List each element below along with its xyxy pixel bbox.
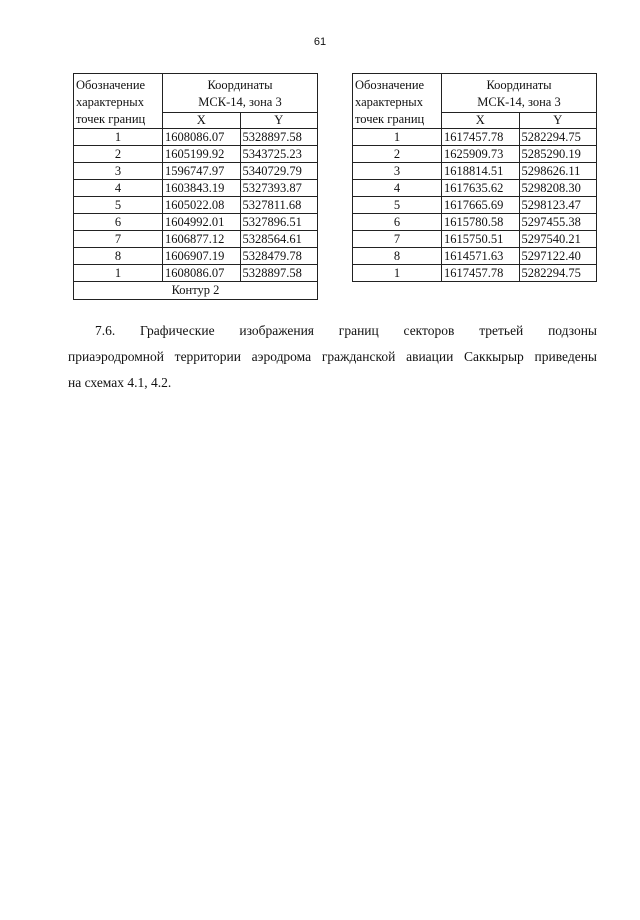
y-cell: 5282294.75 bbox=[519, 265, 597, 282]
table-footer-row bbox=[74, 282, 318, 300]
x-cell: 1606907.19 bbox=[163, 248, 241, 265]
table-row bbox=[353, 180, 597, 197]
x-cell: 1615780.58 bbox=[442, 214, 520, 231]
axis-x-header: X bbox=[163, 113, 241, 129]
y-cell: 5328897.58 bbox=[240, 265, 318, 282]
paragraph-number: 7.6. bbox=[95, 323, 116, 338]
table-row bbox=[353, 197, 597, 214]
point-cell: 4 bbox=[74, 180, 163, 197]
points-header-line: характерных bbox=[355, 95, 423, 109]
y-cell: 5297122.40 bbox=[519, 248, 597, 265]
x-cell: 1604992.01 bbox=[163, 214, 241, 231]
x-cell: 1596747.97 bbox=[163, 163, 241, 180]
x-cell: 1617457.78 bbox=[442, 129, 520, 146]
paragraph-7-6 bbox=[68, 318, 597, 396]
y-cell: 5297455.38 bbox=[519, 214, 597, 231]
y-cell: 5297540.21 bbox=[519, 231, 597, 248]
point-cell: 2 bbox=[74, 146, 163, 163]
coordinates-header bbox=[163, 74, 318, 113]
point-cell: 6 bbox=[353, 214, 442, 231]
paragraph-first-line bbox=[95, 318, 597, 344]
point-cell: 2 bbox=[353, 146, 442, 163]
points-header bbox=[353, 74, 442, 129]
points-header bbox=[74, 74, 163, 129]
coordinates-table-left bbox=[73, 73, 318, 300]
x-cell: 1618814.51 bbox=[442, 163, 520, 180]
coordinates-table-right bbox=[352, 73, 597, 282]
table-row bbox=[74, 163, 318, 180]
coordinates-header-line: Координаты bbox=[486, 78, 552, 92]
x-cell: 1608086.07 bbox=[163, 129, 241, 146]
contour-label: Контур 2 bbox=[74, 282, 318, 300]
point-cell: 6 bbox=[74, 214, 163, 231]
table-row bbox=[74, 197, 318, 214]
x-cell: 1625909.73 bbox=[442, 146, 520, 163]
paragraph-line: приаэродромной территории аэродрома гражданской авиации Саккырыр приведены bbox=[68, 349, 597, 364]
coordinates-header-line: Координаты bbox=[207, 78, 273, 92]
table-row bbox=[74, 265, 318, 282]
y-cell: 5327393.87 bbox=[240, 180, 318, 197]
point-cell: 4 bbox=[353, 180, 442, 197]
axis-y-header: Y bbox=[240, 113, 318, 129]
x-cell: 1606877.12 bbox=[163, 231, 241, 248]
points-header-line: Обозначение bbox=[76, 78, 146, 92]
y-cell: 5328897.58 bbox=[240, 129, 318, 146]
table-header-row bbox=[74, 74, 318, 113]
x-cell: 1617635.62 bbox=[442, 180, 520, 197]
axis-y-header: Y bbox=[519, 113, 597, 129]
y-cell: 5298123.47 bbox=[519, 197, 597, 214]
coordinates-header-line: МСК-14, зона 3 bbox=[198, 95, 282, 109]
paragraph-word: Графические bbox=[140, 323, 215, 338]
table-row bbox=[74, 214, 318, 231]
point-cell: 1 bbox=[353, 265, 442, 282]
coordinates-header bbox=[442, 74, 597, 113]
point-cell: 8 bbox=[353, 248, 442, 265]
table-row bbox=[74, 248, 318, 265]
x-cell: 1605199.92 bbox=[163, 146, 241, 163]
table-row bbox=[353, 231, 597, 248]
y-cell: 5328479.78 bbox=[240, 248, 318, 265]
x-cell: 1617457.78 bbox=[442, 265, 520, 282]
paragraph-word: подзоны bbox=[548, 323, 597, 338]
x-cell: 1614571.63 bbox=[442, 248, 520, 265]
points-header-line: Обозначение bbox=[355, 78, 425, 92]
point-cell: 8 bbox=[74, 248, 163, 265]
table-row bbox=[353, 248, 597, 265]
table-row bbox=[353, 129, 597, 146]
table-row bbox=[353, 163, 597, 180]
page-number: 61 bbox=[313, 36, 327, 48]
y-cell: 5285290.19 bbox=[519, 146, 597, 163]
points-header-line: характерных bbox=[76, 95, 144, 109]
table-row bbox=[74, 180, 318, 197]
table-row bbox=[74, 231, 318, 248]
y-cell: 5298626.11 bbox=[519, 163, 597, 180]
point-cell: 7 bbox=[74, 231, 163, 248]
points-header-line: точек границ bbox=[355, 112, 425, 126]
table-row bbox=[353, 146, 597, 163]
x-cell: 1617665.69 bbox=[442, 197, 520, 214]
point-cell: 1 bbox=[353, 129, 442, 146]
paragraph-word: секторов bbox=[403, 323, 455, 338]
x-cell: 1603843.19 bbox=[163, 180, 241, 197]
point-cell: 5 bbox=[74, 197, 163, 214]
x-cell: 1608086.07 bbox=[163, 265, 241, 282]
y-cell: 5328564.61 bbox=[240, 231, 318, 248]
paragraph-line: на схемах 4.1, 4.2. bbox=[68, 375, 172, 390]
table-row bbox=[74, 146, 318, 163]
point-cell: 7 bbox=[353, 231, 442, 248]
axis-x-header: X bbox=[442, 113, 520, 129]
y-cell: 5282294.75 bbox=[519, 129, 597, 146]
coordinates-header-line: МСК-14, зона 3 bbox=[477, 95, 561, 109]
table-row bbox=[353, 265, 597, 282]
point-cell: 3 bbox=[74, 163, 163, 180]
y-cell: 5327811.68 bbox=[240, 197, 318, 214]
point-cell: 1 bbox=[74, 129, 163, 146]
table-header-row bbox=[353, 74, 597, 113]
points-header-line: точек границ bbox=[76, 112, 146, 126]
table-row bbox=[353, 214, 597, 231]
point-cell: 1 bbox=[74, 265, 163, 282]
table-row bbox=[74, 129, 318, 146]
point-cell: 5 bbox=[353, 197, 442, 214]
paragraph-word: третьей bbox=[479, 323, 524, 338]
paragraph-word: изображения bbox=[239, 323, 315, 338]
y-cell: 5343725.23 bbox=[240, 146, 318, 163]
y-cell: 5298208.30 bbox=[519, 180, 597, 197]
y-cell: 5340729.79 bbox=[240, 163, 318, 180]
paragraph-word: границ bbox=[338, 323, 379, 338]
point-cell: 3 bbox=[353, 163, 442, 180]
x-cell: 1615750.51 bbox=[442, 231, 520, 248]
y-cell: 5327896.51 bbox=[240, 214, 318, 231]
x-cell: 1605022.08 bbox=[163, 197, 241, 214]
